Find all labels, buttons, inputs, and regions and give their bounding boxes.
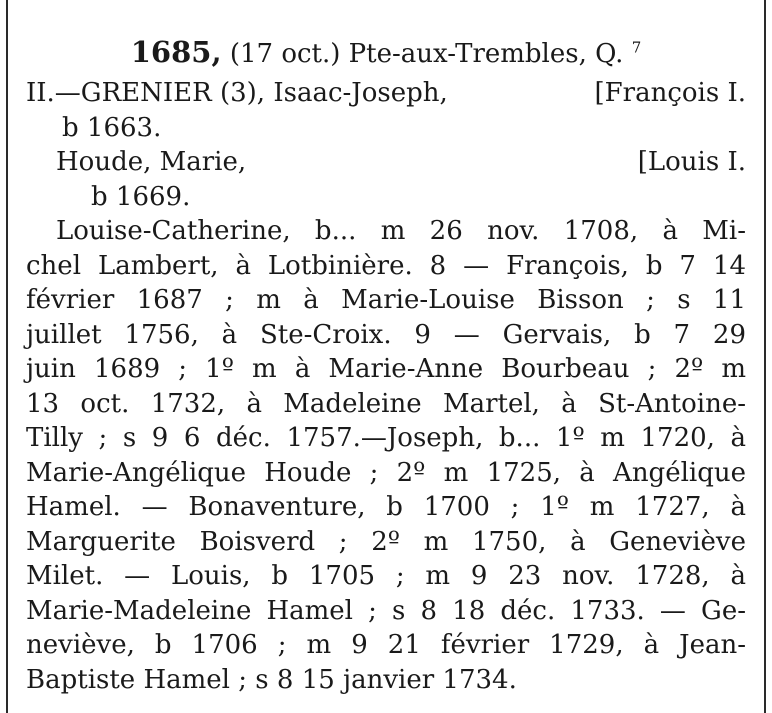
children-line: juillet 1756, à Ste-Croix. 9 — Gervais, b 7 29: [26, 319, 746, 350]
children-line: Hamel. — Bonaventure, b 1700 ; 1º m 1727, à: [26, 492, 746, 522]
husband-birth: b 1663.: [62, 112, 162, 143]
husband-father: [François I.: [594, 78, 746, 108]
children-line: Marie-Madeleine Hamel ; s 8 18 déc. 1733. — Ge-: [26, 595, 746, 626]
children-line: Louise-Catherine, b... m 26 nov. 1708, à Mi-: [56, 216, 746, 246]
genealogy-entry: [26, 30, 746, 697]
husband-line: [26, 76, 746, 111]
place-reference: 7: [631, 38, 642, 57]
children-line: Milet. — Louis, b 1705 ; m 9 23 nov. 1728, à: [26, 561, 746, 591]
entry-heading: [26, 30, 746, 76]
left-border-rule: [6, 0, 8, 713]
children-line: chel Lambert, à Lotbinière. 8 — François, b 7 14: [26, 250, 746, 281]
marriage-year: 1685,: [130, 35, 222, 69]
children-line: Baptiste Hamel ; s 8 15 janvier 1734.: [26, 664, 517, 695]
wife-father: [Louis I.: [637, 147, 746, 177]
marriage-place: Pte-aux-Trembles, Q.: [348, 39, 624, 69]
children-line: février 1687 ; m à Marie-Louise Bisson ; s 11: [26, 285, 746, 315]
children-line: Marie-Angélique Houde ; 2º m 1725, à Angélique: [26, 457, 746, 488]
children-line: Tilly ; s 9 6 déc. 1757.—Joseph, b... 1º m 1720, à: [26, 423, 746, 453]
husband-name: II.—GRENIER (3), Isaac-Joseph,: [26, 78, 448, 108]
wife-line: [26, 145, 746, 180]
children-line: 13 oct. 1732, à Madeleine Martel, à St-Antoine-: [26, 388, 746, 419]
children-line: juin 1689 ; 1º m à Marie-Anne Bourbeau ; 2º m: [26, 354, 746, 384]
children-line: Marguerite Boisverd ; 2º m 1750, à Geneviève: [26, 526, 746, 557]
children-line: neviève, b 1706 ; m 9 21 février 1729, à Jean-: [26, 630, 746, 660]
wife-birth: b 1669.: [91, 181, 191, 212]
marriage-date: (17 oct.): [229, 39, 341, 69]
wife-name: Houde, Marie,: [56, 147, 247, 177]
right-border-rule: [764, 0, 766, 713]
